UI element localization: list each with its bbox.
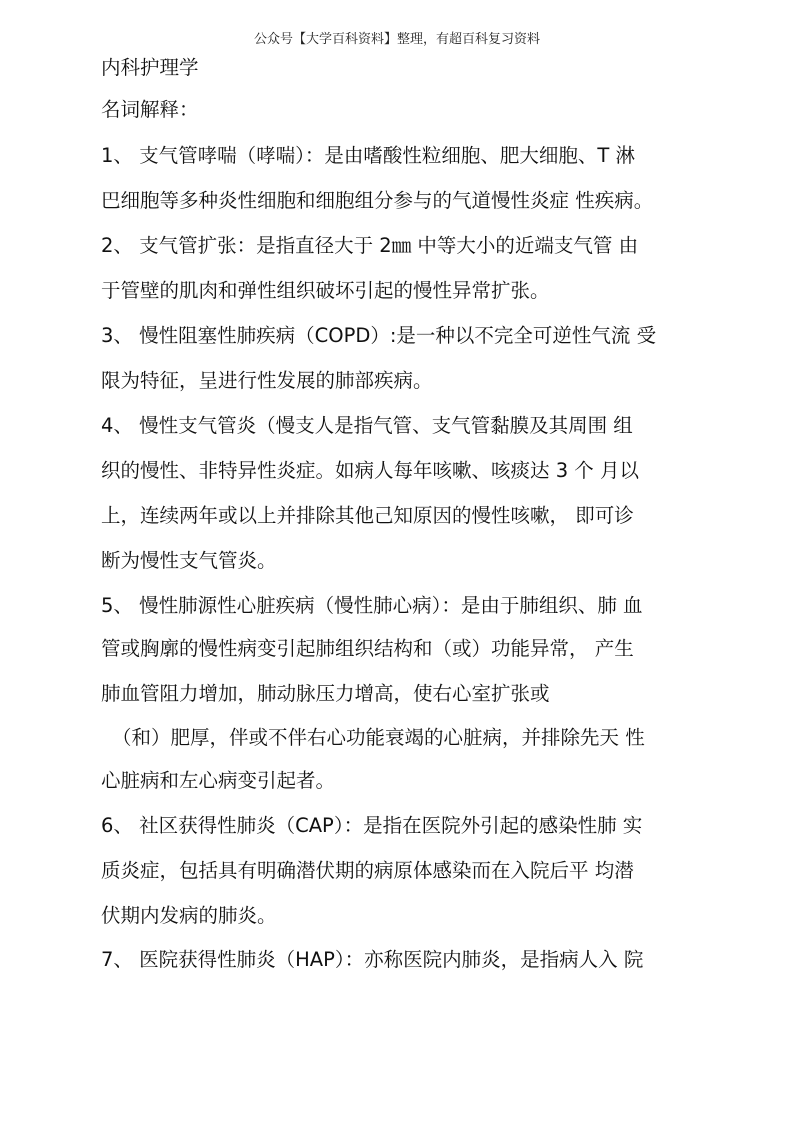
section-heading: 名词解释： xyxy=(101,98,199,121)
text-line: 5、 慢性肺源性心脏疾病（慢性肺心病）：是由于肺组织、肺 血 xyxy=(101,594,643,617)
text-line: 于管壁的肌肉和弹性组织破坏引起的慢性异常扩张。 xyxy=(101,279,550,302)
document-title: 内科护理学 xyxy=(101,56,199,79)
page-header: 公众号【大学百科资料】整理，有超百科复习资料 xyxy=(253,32,540,47)
text-line: 断为慢性支气管炎。 xyxy=(101,549,277,572)
text-line: 1、 支气管哮喘（哮喘）：是由嗜酸性粒细胞、肥大细胞、T 淋 xyxy=(101,144,635,167)
text-line: 限为特征，呈进行性发展的肺部疾病。 xyxy=(101,369,433,392)
text-line: 心脏病和左心病变引起者。 xyxy=(101,769,336,792)
text-line: 7、 医院获得性肺炎（HAP）：亦称医院内肺炎，是指病人入 院 xyxy=(101,948,644,971)
text-line: 织的慢性、非特异性炎症。如病人每年咳嗽、咳痰达 3 个 月以 xyxy=(101,459,640,482)
text-line: 巴细胞等多种炎性细胞和细胞组分参与的气道慢性炎症 性疾病。 xyxy=(101,189,654,212)
text-line: 2、 支气管扩张：是指直径大于 2㎜ 中等大小的近端支气管 由 xyxy=(101,234,639,257)
text-line: （和）肥厚，伴或不伴右心功能衰竭的心脏病，并排除先天 性 xyxy=(112,726,645,749)
text-line: 肺血管阻力增加，肺动脉压力增高，使右心室扩张或 xyxy=(101,682,550,705)
text-line: 质炎症，包括具有明确潜伏期的病原体感染而在入院后平 均潜 xyxy=(101,859,634,882)
text-line: 管或胸廓的慢性病变引起肺组织结构和（或）功能异常， 产生 xyxy=(101,637,634,660)
text-line: 6、 社区获得性肺炎（CAP）：是指在医院外引起的感染性肺 实 xyxy=(101,814,643,837)
text-line: 3、 慢性阻塞性肺疾病（COPD）:是一种以不完全可逆性气流 受 xyxy=(101,324,657,347)
text-line: 上，连续两年或以上并排除其他己知原因的慢性咳嗽， 即可诊 xyxy=(101,504,634,527)
text-line: 4、 慢性支气管炎（慢支人是指气管、支气管黏膜及其周围 组 xyxy=(101,414,633,437)
text-line: 伏期内发病的肺炎。 xyxy=(101,904,277,927)
